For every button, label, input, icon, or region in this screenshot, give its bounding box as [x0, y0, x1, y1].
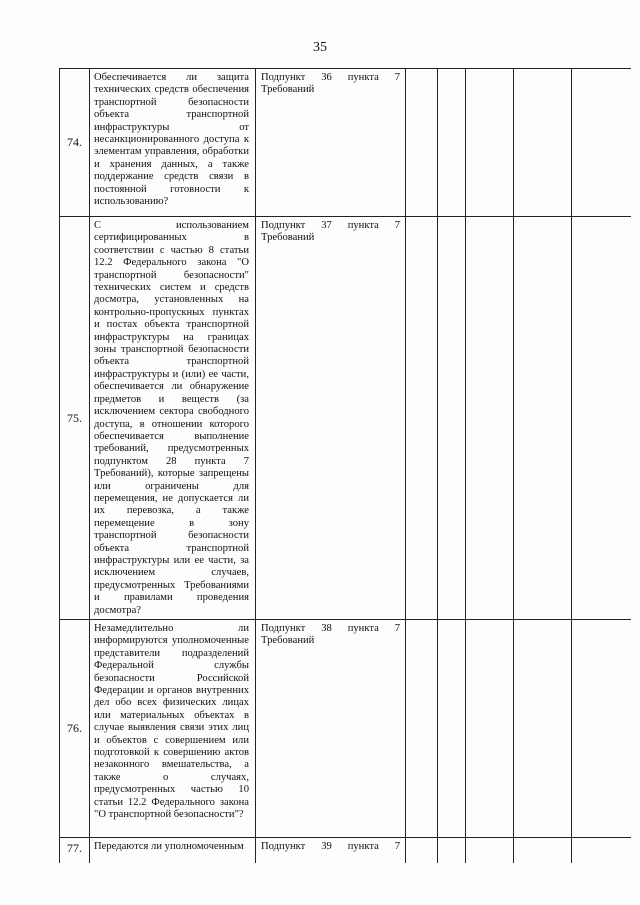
requirement-reference — [256, 838, 406, 864]
remarks-cell — [572, 838, 632, 864]
table-row — [60, 838, 632, 864]
ref-word: 38 — [321, 623, 332, 634]
requirement-reference — [256, 217, 406, 620]
answer-cell-no — [438, 620, 466, 838]
question-text: С использованием сертифицированных в соответствии с частью 8 статьи 12.2 Федерального закона "О транспортной безопасности" технических систем и средств досмотра, установленных на контрольно-пропускных пунктах и постах объекта транспортной инфраструктуры на границах зоны транспортной безопасности объекта транспортной инфраструктуры и (или) ее части, обеспечивается ли обнаружение предметов и веществ (за исключением сектора свободного доступа, в отношении которого обеспечивается выполнение требований, предусмотренных подпунктом 28 пункта 7 Требований), которые запрещены или ограничены для перемещения, не допускается ли их перевозка, а также перемещение в зону транспортной безопасности объекта транспортной инфраструктуры или ее части, за исключением случаев, предусмотренных Требованиями и правилами проведения досмотра? — [90, 217, 256, 620]
notes-cell — [514, 217, 572, 620]
answer-cell-na — [466, 217, 514, 620]
notes-cell — [514, 69, 572, 217]
ref-word: пункта — [347, 841, 379, 852]
ref-word: Подпункт — [261, 72, 306, 83]
answer-cell-na — [466, 69, 514, 217]
row-number: 76. — [60, 620, 90, 838]
row-number: 75. — [60, 217, 90, 620]
ref-word: 36 — [321, 72, 332, 83]
answer-cell-no — [438, 217, 466, 620]
ref-word: 7 — [394, 220, 400, 231]
ref-word: 7 — [394, 72, 400, 83]
ref-word: Подпункт — [261, 623, 306, 634]
answer-cell-yes — [406, 217, 438, 620]
question-text: Передаются ли уполномоченным — [90, 838, 256, 864]
question-text: Незамедлительно ли информируются уполномоченные представители подразделений Федеральной службы безопасности Российской Федерации и органов внутренних дел обо всех физических лицах или материальных объектах в случае выявления связи этих лиц и объектов с совершением или подготовкой к совершению актов незаконного вмешательства, а также о случаях, предусмотренных частью 10 статьи 12.2 Федерального закона "О транспортной безопасности"? — [90, 620, 256, 838]
checklist-table — [59, 68, 631, 863]
table-row — [60, 620, 632, 838]
table-row — [60, 69, 632, 217]
ref-word: 39 — [321, 841, 332, 852]
ref-line-2: Требований — [261, 84, 315, 96]
answer-cell-no — [438, 838, 466, 864]
ref-word: Подпункт — [261, 220, 306, 231]
ref-word: 37 — [321, 220, 332, 231]
row-number: 74. — [60, 69, 90, 217]
ref-word: Подпункт — [261, 841, 306, 852]
answer-cell-yes — [406, 838, 438, 864]
ref-line-2: Требований — [261, 232, 315, 244]
ref-word: пункта — [347, 72, 379, 83]
answer-cell-yes — [406, 620, 438, 838]
ref-word: 7 — [394, 623, 400, 634]
answer-cell-na — [466, 620, 514, 838]
answer-cell-yes — [406, 69, 438, 217]
remarks-cell — [572, 620, 632, 838]
ref-word: пункта — [347, 220, 379, 231]
requirement-reference — [256, 69, 406, 217]
ref-word: пункта — [347, 623, 379, 634]
checklist-table-container — [59, 68, 631, 863]
requirement-reference — [256, 620, 406, 838]
remarks-cell — [572, 217, 632, 620]
notes-cell — [514, 838, 572, 864]
table-row — [60, 217, 632, 620]
row-number: 77. — [60, 838, 90, 864]
page-number: 35 — [313, 40, 327, 55]
question-text: Обеспечивается ли защита технических средств обеспечения транспортной безопасности объекта транспортной инфраструктуры от несанкционированного доступа к элементам управления, обработки и хранения данных, а также поддержание средств связи в постоянной готовности к использованию? — [90, 69, 256, 217]
remarks-cell — [572, 69, 632, 217]
answer-cell-na — [466, 838, 514, 864]
ref-line-2: Требований — [261, 635, 315, 647]
notes-cell — [514, 620, 572, 838]
answer-cell-no — [438, 69, 466, 217]
ref-word: 7 — [394, 841, 400, 852]
